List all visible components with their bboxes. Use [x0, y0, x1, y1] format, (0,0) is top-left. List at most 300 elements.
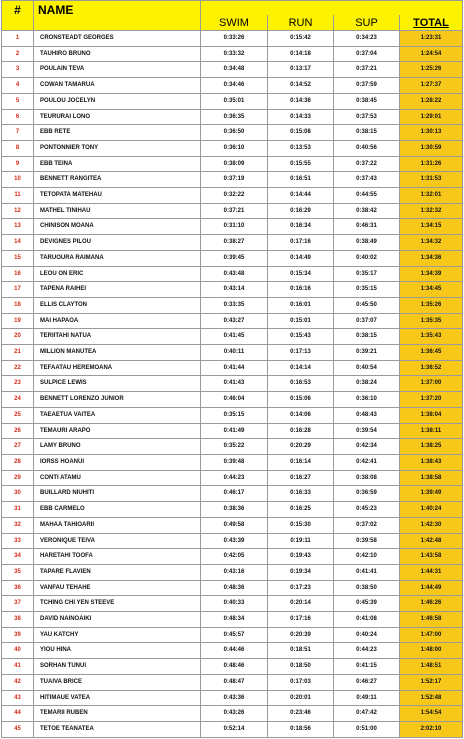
athlete-name: TEURURAI LONO — [34, 109, 201, 125]
swim-time: 0:43:27 — [201, 313, 268, 329]
rank-cell: 28 — [2, 454, 34, 470]
table-row — [2, 282, 463, 298]
run-time: 0:16:51 — [268, 172, 334, 188]
table-row — [2, 345, 463, 361]
rank-cell: 40 — [2, 643, 34, 659]
run-time: 0:20:29 — [268, 439, 334, 455]
swim-time: 0:35:15 — [201, 407, 268, 423]
swim-time: 0:33:32 — [201, 46, 268, 62]
table-header — [2, 1, 463, 31]
swim-time: 0:42:05 — [201, 549, 268, 565]
athlete-name: LEOU ON ERIC — [34, 266, 201, 282]
swim-time: 0:48:47 — [201, 674, 268, 690]
table-row — [2, 486, 463, 502]
athlete-name: SULPICE LEWIS — [34, 376, 201, 392]
table-row — [2, 517, 463, 533]
rank-cell: 3 — [2, 62, 34, 78]
sup-time: 0:40:54 — [334, 360, 400, 376]
sup-time: 0:34:23 — [334, 31, 400, 47]
sup-time: 0:36:59 — [334, 486, 400, 502]
table-row — [2, 564, 463, 580]
header-sup: SUP — [334, 15, 400, 31]
run-time: 0:15:08 — [268, 125, 334, 141]
athlete-name: TCHING CHI YEN STEEVE — [34, 596, 201, 612]
sup-time: 0:40:02 — [334, 250, 400, 266]
run-time: 0:15:43 — [268, 329, 334, 345]
sup-time: 0:45:50 — [334, 297, 400, 313]
run-time: 0:14:36 — [268, 93, 334, 109]
swim-time: 0:38:09 — [201, 156, 268, 172]
rank-cell: 4 — [2, 78, 34, 94]
total-time: 1:35:35 — [400, 313, 463, 329]
athlete-name: TAEAETUA VAITEA — [34, 407, 201, 423]
table-row — [2, 62, 463, 78]
rank-cell: 6 — [2, 109, 34, 125]
sup-time: 0:41:08 — [334, 612, 400, 628]
rank-cell: 12 — [2, 203, 34, 219]
athlete-name: HARETAHI TOOFA — [34, 549, 201, 565]
sup-time: 0:49:11 — [334, 690, 400, 706]
results-body — [2, 31, 463, 738]
total-time: 1:35:26 — [400, 297, 463, 313]
athlete-name: TARUOURA RAIMANA — [34, 250, 201, 266]
rank-cell: 19 — [2, 313, 34, 329]
run-time: 0:15:06 — [268, 392, 334, 408]
rank-cell: 42 — [2, 674, 34, 690]
total-time: 1:34:45 — [400, 282, 463, 298]
athlete-name: TETOE TEANATEA — [34, 721, 201, 737]
sup-time: 0:45:39 — [334, 596, 400, 612]
sup-time: 0:37:02 — [334, 517, 400, 533]
table-row — [2, 423, 463, 439]
sup-time: 0:37:43 — [334, 172, 400, 188]
total-time: 1:27:37 — [400, 78, 463, 94]
swim-time: 0:39:45 — [201, 250, 268, 266]
run-time: 0:17:03 — [268, 674, 334, 690]
rank-cell: 32 — [2, 517, 34, 533]
run-time: 0:14:52 — [268, 78, 334, 94]
rank-cell: 16 — [2, 266, 34, 282]
results-sheet — [1, 0, 462, 737]
sup-time: 0:38:15 — [334, 329, 400, 345]
run-time: 0:16:25 — [268, 502, 334, 518]
total-time: 1:43:58 — [400, 549, 463, 565]
rank-cell: 8 — [2, 140, 34, 156]
sup-time: 0:44:55 — [334, 188, 400, 204]
table-row — [2, 188, 463, 204]
swim-time: 0:43:48 — [201, 266, 268, 282]
total-time: 1:44:31 — [400, 564, 463, 580]
swim-time: 0:37:19 — [201, 172, 268, 188]
swim-time: 0:38:27 — [201, 235, 268, 251]
swim-time: 0:35:01 — [201, 93, 268, 109]
sup-time: 0:42:10 — [334, 549, 400, 565]
sup-time: 0:41:15 — [334, 659, 400, 675]
sup-time: 0:38:24 — [334, 376, 400, 392]
table-row — [2, 250, 463, 266]
table-row — [2, 580, 463, 596]
sup-time: 0:37:04 — [334, 46, 400, 62]
sup-time: 0:41:41 — [334, 564, 400, 580]
sup-time: 0:38:50 — [334, 580, 400, 596]
run-time: 0:19:43 — [268, 549, 334, 565]
swim-time: 0:33:35 — [201, 297, 268, 313]
swim-time: 0:48:34 — [201, 612, 268, 628]
total-time: 1:36:52 — [400, 360, 463, 376]
sup-time: 0:51:00 — [334, 721, 400, 737]
swim-time: 0:41:43 — [201, 376, 268, 392]
sup-time: 0:42:34 — [334, 439, 400, 455]
table-row — [2, 313, 463, 329]
sup-time: 0:35:15 — [334, 282, 400, 298]
swim-time: 0:40:33 — [201, 596, 268, 612]
total-time: 2:02:10 — [400, 721, 463, 737]
swim-time: 0:45:57 — [201, 627, 268, 643]
athlete-name: EBB TEINA — [34, 156, 201, 172]
run-time: 0:16:16 — [268, 282, 334, 298]
run-time: 0:15:42 — [268, 31, 334, 47]
athlete-name: MILLION MANUTEA — [34, 345, 201, 361]
rank-cell: 33 — [2, 533, 34, 549]
sup-time: 0:39:21 — [334, 345, 400, 361]
results-table — [1, 0, 463, 738]
swim-time: 0:46:17 — [201, 486, 268, 502]
rank-cell: 24 — [2, 392, 34, 408]
swim-time: 0:33:26 — [201, 31, 268, 47]
table-row — [2, 109, 463, 125]
table-row — [2, 235, 463, 251]
header-rank: # — [2, 1, 34, 31]
sup-time: 0:46:31 — [334, 219, 400, 235]
total-time: 1:39:49 — [400, 486, 463, 502]
rank-cell: 38 — [2, 612, 34, 628]
rank-cell: 17 — [2, 282, 34, 298]
rank-cell: 30 — [2, 486, 34, 502]
total-time: 1:34:36 — [400, 250, 463, 266]
rank-cell: 5 — [2, 93, 34, 109]
swim-time: 0:36:10 — [201, 140, 268, 156]
rank-cell: 9 — [2, 156, 34, 172]
sup-time: 0:40:24 — [334, 627, 400, 643]
total-time: 1:23:31 — [400, 31, 463, 47]
athlete-name: TAPENA RAIHEI — [34, 282, 201, 298]
run-time: 0:13:53 — [268, 140, 334, 156]
sup-time: 0:36:10 — [334, 392, 400, 408]
total-time: 1:38:43 — [400, 454, 463, 470]
run-time: 0:20:14 — [268, 596, 334, 612]
total-time: 1:32:32 — [400, 203, 463, 219]
swim-time: 0:34:46 — [201, 78, 268, 94]
table-row — [2, 706, 463, 722]
run-time: 0:14:49 — [268, 250, 334, 266]
total-time: 1:34:15 — [400, 219, 463, 235]
sup-time: 0:38:15 — [334, 125, 400, 141]
athlete-name: EBB RETE — [34, 125, 201, 141]
athlete-name: POULOU JOCELYN — [34, 93, 201, 109]
swim-time: 0:40:11 — [201, 345, 268, 361]
table-row — [2, 360, 463, 376]
rank-cell: 22 — [2, 360, 34, 376]
rank-cell: 29 — [2, 470, 34, 486]
run-time: 0:14:33 — [268, 109, 334, 125]
athlete-name: VERONIQUE TEIVA — [34, 533, 201, 549]
athlete-name: DAVID NAINOAIKI — [34, 612, 201, 628]
swim-time: 0:41:44 — [201, 360, 268, 376]
total-time: 1:30:59 — [400, 140, 463, 156]
run-time: 0:16:01 — [268, 297, 334, 313]
total-time: 1:37:00 — [400, 376, 463, 392]
rank-cell: 23 — [2, 376, 34, 392]
run-time: 0:15:55 — [268, 156, 334, 172]
header-name: NAME — [34, 1, 201, 31]
swim-time: 0:46:04 — [201, 392, 268, 408]
total-time: 1:25:26 — [400, 62, 463, 78]
table-row — [2, 407, 463, 423]
table-row — [2, 329, 463, 345]
total-time: 1:36:45 — [400, 345, 463, 361]
total-time: 1:42:30 — [400, 517, 463, 533]
total-time: 1:32:01 — [400, 188, 463, 204]
total-time: 1:46:58 — [400, 612, 463, 628]
table-row — [2, 31, 463, 47]
run-time: 0:20:01 — [268, 690, 334, 706]
athlete-name: IORSS HOANUI — [34, 454, 201, 470]
run-time: 0:17:16 — [268, 612, 334, 628]
rank-cell: 25 — [2, 407, 34, 423]
table-row — [2, 125, 463, 141]
rank-cell: 13 — [2, 219, 34, 235]
total-time: 1:28:22 — [400, 93, 463, 109]
table-row — [2, 219, 463, 235]
run-time: 0:16:28 — [268, 423, 334, 439]
table-row — [2, 612, 463, 628]
table-row — [2, 156, 463, 172]
run-time: 0:13:17 — [268, 62, 334, 78]
athlete-name: DEVIGNES PILOU — [34, 235, 201, 251]
rank-cell: 11 — [2, 188, 34, 204]
total-time: 1:34:32 — [400, 235, 463, 251]
swim-time: 0:44:46 — [201, 643, 268, 659]
sup-time: 0:39:54 — [334, 423, 400, 439]
athlete-name: SORHAN TUNUI — [34, 659, 201, 675]
swim-time: 0:36:35 — [201, 109, 268, 125]
run-time: 0:16:27 — [268, 470, 334, 486]
athlete-name: YAU KATCHY — [34, 627, 201, 643]
rank-cell: 1 — [2, 31, 34, 47]
athlete-name: BUILLARD NIUHITI — [34, 486, 201, 502]
sup-time: 0:47:42 — [334, 706, 400, 722]
table-row — [2, 643, 463, 659]
swim-time: 0:48:36 — [201, 580, 268, 596]
run-time: 0:14:44 — [268, 188, 334, 204]
rank-cell: 7 — [2, 125, 34, 141]
sup-time: 0:37:07 — [334, 313, 400, 329]
sup-time: 0:35:17 — [334, 266, 400, 282]
sup-time: 0:48:43 — [334, 407, 400, 423]
total-time: 1:38:04 — [400, 407, 463, 423]
table-row — [2, 203, 463, 219]
table-row — [2, 297, 463, 313]
sup-time: 0:37:22 — [334, 156, 400, 172]
athlete-name: MATHEL TINIHAU — [34, 203, 201, 219]
run-time: 0:17:23 — [268, 580, 334, 596]
total-time: 1:38:25 — [400, 439, 463, 455]
athlete-name: EBB CARMELO — [34, 502, 201, 518]
swim-time: 0:44:23 — [201, 470, 268, 486]
table-row — [2, 596, 463, 612]
run-time: 0:20:39 — [268, 627, 334, 643]
sup-time: 0:38:49 — [334, 235, 400, 251]
total-time: 1:29:01 — [400, 109, 463, 125]
header-blank-band — [201, 1, 463, 16]
swim-time: 0:32:22 — [201, 188, 268, 204]
athlete-name: TEFAATAU HEREMOANA — [34, 360, 201, 376]
run-time: 0:16:34 — [268, 219, 334, 235]
rank-cell: 10 — [2, 172, 34, 188]
athlete-name: TETOPATA MATEHAU — [34, 188, 201, 204]
athlete-name: ELLIS CLAYTON — [34, 297, 201, 313]
total-time: 1:31:26 — [400, 156, 463, 172]
athlete-name: CRONSTEADT GEORGES — [34, 31, 201, 47]
athlete-name: VANFAU TEHAHE — [34, 580, 201, 596]
total-time: 1:52:17 — [400, 674, 463, 690]
total-time: 1:34:39 — [400, 266, 463, 282]
table-row — [2, 674, 463, 690]
athlete-name: TAPARE FLAVIEN — [34, 564, 201, 580]
table-row — [2, 690, 463, 706]
table-row — [2, 46, 463, 62]
header-swim: SWIM — [201, 15, 268, 31]
table-row — [2, 659, 463, 675]
sup-time: 0:38:45 — [334, 93, 400, 109]
swim-time: 0:41:49 — [201, 423, 268, 439]
run-time: 0:14:14 — [268, 360, 334, 376]
rank-cell: 15 — [2, 250, 34, 266]
athlete-name: BENNETT RANGITEA — [34, 172, 201, 188]
total-time: 1:40:24 — [400, 502, 463, 518]
total-time: 1:48:00 — [400, 643, 463, 659]
athlete-name: TEMAURI ARAPO — [34, 423, 201, 439]
run-time: 0:18:51 — [268, 643, 334, 659]
total-time: 1:52:48 — [400, 690, 463, 706]
total-time: 1:54:54 — [400, 706, 463, 722]
table-row — [2, 627, 463, 643]
run-time: 0:17:13 — [268, 345, 334, 361]
run-time: 0:23:46 — [268, 706, 334, 722]
sup-time: 0:45:23 — [334, 502, 400, 518]
run-time: 0:14:18 — [268, 46, 334, 62]
total-time: 1:35:43 — [400, 329, 463, 345]
athlete-name: YIOU HINA — [34, 643, 201, 659]
table-row — [2, 140, 463, 156]
athlete-name: COWAN TAMARUA — [34, 78, 201, 94]
run-time: 0:14:06 — [268, 407, 334, 423]
table-row — [2, 549, 463, 565]
header-run: RUN — [268, 15, 334, 31]
total-time: 1:47:00 — [400, 627, 463, 643]
table-row — [2, 266, 463, 282]
run-time: 0:16:33 — [268, 486, 334, 502]
table-row — [2, 721, 463, 737]
sup-time: 0:38:42 — [334, 203, 400, 219]
athlete-name: HITIMAUE VATEA — [34, 690, 201, 706]
total-time: 1:44:49 — [400, 580, 463, 596]
run-time: 0:15:01 — [268, 313, 334, 329]
swim-time: 0:49:58 — [201, 517, 268, 533]
total-time: 1:48:51 — [400, 659, 463, 675]
rank-cell: 45 — [2, 721, 34, 737]
swim-time: 0:43:26 — [201, 706, 268, 722]
table-row — [2, 78, 463, 94]
run-time: 0:17:16 — [268, 235, 334, 251]
swim-time: 0:37:21 — [201, 203, 268, 219]
run-time: 0:19:11 — [268, 533, 334, 549]
table-row — [2, 470, 463, 486]
run-time: 0:16:14 — [268, 454, 334, 470]
table-row — [2, 533, 463, 549]
total-time: 1:38:11 — [400, 423, 463, 439]
athlete-name: CONTI ATAMU — [34, 470, 201, 486]
run-time: 0:19:34 — [268, 564, 334, 580]
header-total: TOTAL — [400, 15, 463, 31]
table-row — [2, 172, 463, 188]
total-time: 1:42:48 — [400, 533, 463, 549]
swim-time: 0:34:48 — [201, 62, 268, 78]
total-time: 1:24:54 — [400, 46, 463, 62]
athlete-name: BENNETT LORENZO JUNIOR — [34, 392, 201, 408]
rank-cell: 36 — [2, 580, 34, 596]
run-time: 0:16:29 — [268, 203, 334, 219]
sup-time: 0:42:41 — [334, 454, 400, 470]
swim-time: 0:35:22 — [201, 439, 268, 455]
sup-time: 0:37:21 — [334, 62, 400, 78]
athlete-name: POULAIN TEVA — [34, 62, 201, 78]
run-time: 0:15:30 — [268, 517, 334, 533]
sup-time: 0:46:27 — [334, 674, 400, 690]
rank-cell: 21 — [2, 345, 34, 361]
swim-time: 0:31:10 — [201, 219, 268, 235]
rank-cell: 26 — [2, 423, 34, 439]
rank-cell: 14 — [2, 235, 34, 251]
rank-cell: 34 — [2, 549, 34, 565]
swim-time: 0:52:14 — [201, 721, 268, 737]
athlete-name: TEMARII RUBEN — [34, 706, 201, 722]
swim-time: 0:43:16 — [201, 564, 268, 580]
total-time: 1:38:58 — [400, 470, 463, 486]
total-time: 1:37:20 — [400, 392, 463, 408]
athlete-name: MAHAA TAHIOARII — [34, 517, 201, 533]
total-time: 1:30:13 — [400, 125, 463, 141]
athlete-name: TUAIVA BRICE — [34, 674, 201, 690]
swim-time: 0:36:50 — [201, 125, 268, 141]
table-row — [2, 93, 463, 109]
rank-cell: 41 — [2, 659, 34, 675]
run-time: 0:15:34 — [268, 266, 334, 282]
swim-time: 0:43:36 — [201, 690, 268, 706]
sup-time: 0:37:59 — [334, 78, 400, 94]
rank-cell: 31 — [2, 502, 34, 518]
swim-time: 0:43:39 — [201, 533, 268, 549]
rank-cell: 43 — [2, 690, 34, 706]
rank-cell: 39 — [2, 627, 34, 643]
run-time: 0:16:53 — [268, 376, 334, 392]
total-time: 1:31:53 — [400, 172, 463, 188]
sup-time: 0:39:58 — [334, 533, 400, 549]
rank-cell: 20 — [2, 329, 34, 345]
swim-time: 0:38:36 — [201, 502, 268, 518]
athlete-name: PONTONNIER TONY — [34, 140, 201, 156]
athlete-name: TAUHIRO BRUNO — [34, 46, 201, 62]
